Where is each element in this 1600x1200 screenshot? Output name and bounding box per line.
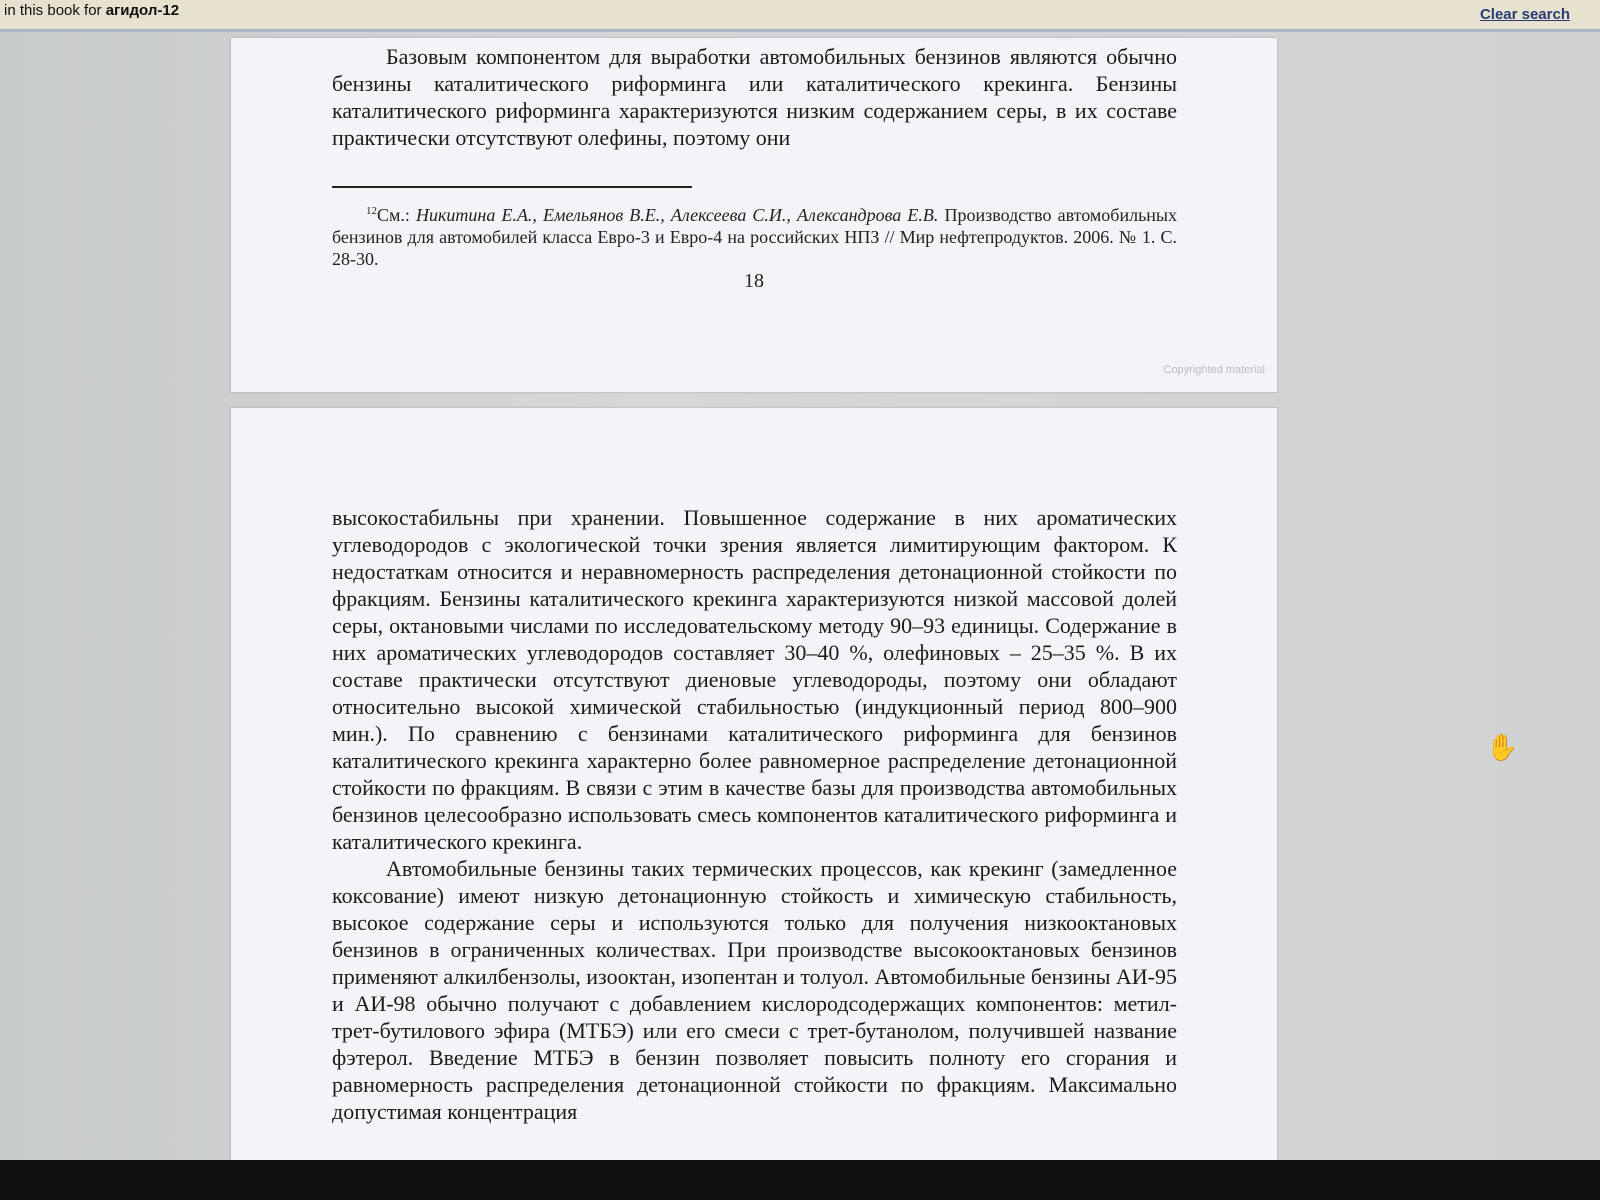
paragraph: Базовым компонентом для выработки автомобильных бензинов являются обычно бензины каталитического риформинга или каталитического крекинга. Бензины каталитического риформинга характеризуются низким содержанием серы, в их составе практически отсутствуют олефины, поэтому они <box>332 44 1177 150</box>
search-query: агидол-12 <box>105 2 180 19</box>
footnote-divider <box>332 186 692 188</box>
paragraph: высокостабильны при хранении. Повышенное содержание в них ароматических углеводородов с экологической точки зрения является лимитирующим фактором. К недостаткам относится и неравномерность распределения детонационной стойкости по фракциям. Бензины каталитического крекинга характеризуются низкой массовой долей серы, октановыми числами по исследовательскому методу 90–93 единицы. Содержание в них ароматических углеводородов составляет 30–40 %, олефиновых – 25–35 %. В их составе практически отсутствуют диеновые углеводороды, поэтому они обладают относительно высокой химической стабильностью (индукционный период 800–900 мин.). По сравнению с бензинами каталитического риформинга для бензинов каталитического крекинга характерно более равномерное распределение детонационной стойкости по фракциям. В связи с этим в качестве базы для производства автомобильных бензинов целесообразно использовать смесь компонентов каталитического риформинга и каталитического крекинга. <box>332 505 1177 854</box>
screen-bezel <box>0 1160 1600 1200</box>
footnote-number: 12 <box>366 205 377 217</box>
search-status <box>4 2 179 19</box>
paragraph: Автомобильные бензины таких термических процессов, как крекинг (замедленное коксование) имеют низкую детонационную стойкость и химическую стабильность, высокое содержание серы и используются только для получения низкооктановых бензинов в ограниченных количествах. При производстве высокооктановых бензинов применяют алкилбензолы, изооктан, изопентан и толуол. Автомобильные бензины АИ-95 и АИ-98 обычно получают с добавлением кислородсодержащих компонентов: метил-трет-бутилового эфира (МТБЭ) или его смеси с трет-бутанолом, получившей название фэтерол. Введение МТБЭ в бензин позволяет повысить полноту его сгорания и равномерность распределения детонационной стойкости по фракциям. Максимально допустимая концентрация <box>332 856 1177 1124</box>
hand-cursor-icon: ✋ <box>1486 733 1519 762</box>
book-page-19 <box>231 408 1277 1168</box>
footnote <box>332 200 1177 270</box>
search-bar <box>0 0 1600 32</box>
page-number: 18 <box>744 270 764 292</box>
book-page-18 <box>231 38 1277 392</box>
search-prefix: in this book for <box>4 2 106 19</box>
footnote-prefix: См.: <box>377 205 416 225</box>
copyright-notice: Copyrighted material <box>1163 364 1265 376</box>
page-text <box>332 43 1177 151</box>
page-text <box>332 504 1177 1125</box>
footnote-citation: Производство автомобильных бензинов для автомобилей класса Евро-3 и Евро-4 на российских НПЗ // Мир нефтепродуктов. 2006. № 1. С. 28-30. <box>332 205 1177 269</box>
book-viewer[interactable] <box>0 32 1600 1160</box>
footnote-authors: Никитина Е.А., Емельянов В.Е., Алексеева С.И., Александрова Е.В. <box>416 205 939 225</box>
clear-search-link[interactable]: Clear search <box>1479 6 1570 23</box>
